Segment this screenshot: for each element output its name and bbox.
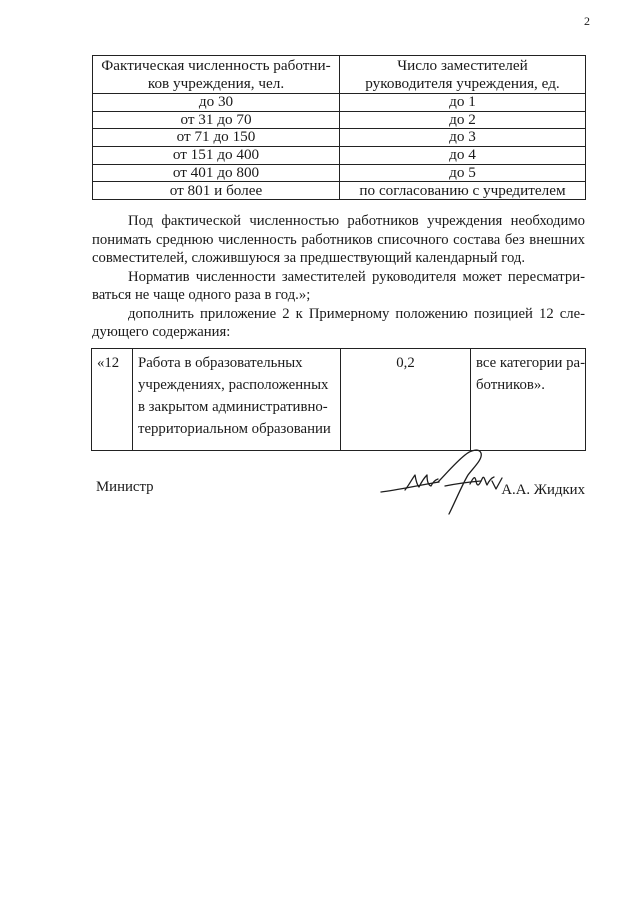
header-line: Число заместителей	[397, 56, 528, 74]
deputy-count-cell: по согласованию с учредителем	[340, 182, 586, 200]
handwritten-signature	[375, 445, 510, 520]
header-line: руководителя учреждения, ед.	[365, 74, 560, 92]
position-description-cell	[133, 349, 341, 451]
text-line: понимать среднюю численность работников списочного состава без внешних	[92, 231, 585, 248]
paragraph-amendment	[92, 305, 585, 342]
text-line: Норматив численности заместителей руководителя может пересматри-	[128, 268, 585, 285]
text-line: дополнить приложение 2 к Примерному положению позицией 12 сле-	[128, 305, 585, 322]
header-line: ков учреждения, чел.	[147, 74, 285, 92]
staff-count-cell: от 801 и более	[93, 182, 340, 200]
cell-line: территориальном образовании	[138, 421, 331, 437]
header-line: Фактическая численность работни-	[101, 56, 331, 74]
staff-count-cell: от 71 до 150	[93, 129, 340, 147]
deputy-count-cell: до 2	[340, 111, 586, 129]
text-line: Под фактической численностью работников учреждения необходимо	[128, 213, 585, 229]
paragraph-norm-review	[92, 268, 585, 305]
body-text	[92, 212, 585, 342]
deputy-count-cell: до 4	[340, 147, 586, 165]
table-row	[92, 349, 586, 451]
header-deputy-count	[340, 56, 586, 94]
table-row	[93, 129, 586, 147]
cell-line: учреждениях, расположенных	[138, 377, 329, 393]
signatory-name: А.А. Жидких	[501, 482, 585, 498]
text-line: дующего содержания:	[92, 324, 231, 340]
table-row	[93, 147, 586, 165]
cell-line: в закрытом административно-	[138, 399, 328, 415]
staff-count-cell: от 31 до 70	[93, 111, 340, 129]
table-row	[93, 111, 586, 129]
table-row	[93, 94, 586, 112]
position-table	[91, 348, 586, 451]
page-number: 2	[584, 14, 590, 28]
deputy-count-cell: до 1	[340, 94, 586, 112]
paragraph-definition	[92, 212, 585, 268]
text-line: ваться не чаще одного раза в год.»;	[92, 287, 311, 303]
text-line: совместителей, сложившуюся за предшествующий календарный год.	[92, 250, 526, 266]
table-row	[93, 182, 586, 200]
header-staff-count	[93, 56, 340, 94]
cell-line: Работа в образовательных	[138, 355, 303, 371]
staffing-table	[92, 55, 586, 200]
deputy-count-cell: до 5	[340, 164, 586, 182]
staff-count-cell: до 30	[93, 94, 340, 112]
staff-count-cell: от 401 до 800	[93, 164, 340, 182]
table-row	[93, 164, 586, 182]
cell-line: все категории ра-	[476, 355, 586, 371]
staff-count-cell: от 151 до 400	[93, 147, 340, 165]
deputy-count-cell: до 3	[340, 129, 586, 147]
signatory-title: Министр	[96, 479, 154, 495]
position-number-cell: «12	[92, 349, 133, 451]
table-header-row	[93, 56, 586, 94]
cell-line: ботников».	[476, 377, 545, 393]
employee-categories-cell	[471, 349, 586, 451]
coefficient-cell: 0,2	[341, 349, 471, 451]
